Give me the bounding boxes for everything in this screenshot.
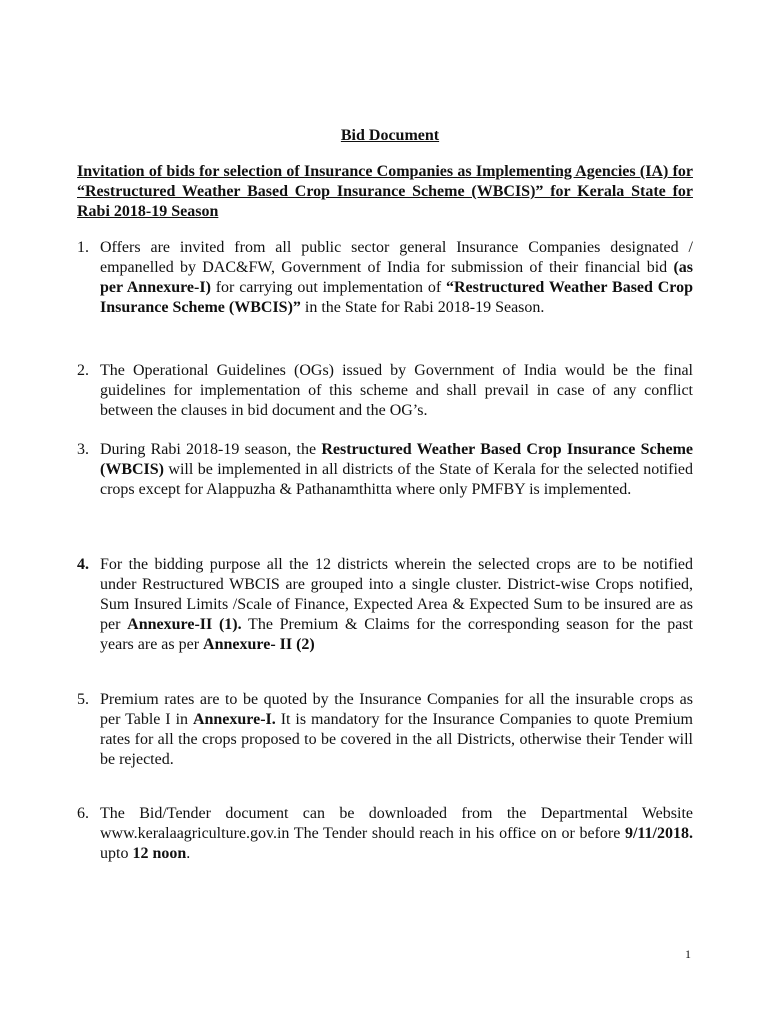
- document-heading: Invitation of bids for selection of Insurance Companies as Implementing Agencies (IA) for “Restructured Weather Based Crop Insurance Scheme (WBCIS)” for Kerala State for Rabi 2018-19 Season: [77, 163, 693, 220]
- item-number: 5.: [77, 691, 89, 708]
- text-run: for carrying out implementation of: [210, 279, 446, 296]
- text-run: It is mandatory for the Insurance Companies to quote Premium rates for all the crops proposed to be covered in the all Districts, otherwise their Tender will be rejected.: [100, 711, 694, 768]
- document-title: Bid Document: [340, 127, 440, 144]
- bold-text-run: Restructured Weather Based Crop Insurance Scheme (WBCIS): [100, 441, 694, 478]
- page-number: 1: [685, 947, 691, 961]
- item-number: 6.: [77, 805, 89, 822]
- item-text: [100, 804, 693, 864]
- item-text: [100, 555, 693, 655]
- text-run: upto: [100, 845, 133, 862]
- list-item: [77, 555, 693, 655]
- bold-text-run: Annexure-I.: [192, 711, 276, 728]
- text-run: For the bidding purpose all the 12 districts wherein the selected crops are to be notified under Restructured WBCIS are grouped into a single cluster. District-wise Crops notified, Sum Insured Limits /Scale of Finance, Expected Area & Expected Sum to be insured are as per: [100, 556, 693, 633]
- text-run: in the State for Rabi 2018-19 Season.: [300, 299, 545, 316]
- list-item: [77, 238, 693, 318]
- item-number: 4.: [77, 556, 89, 573]
- item-number: 3.: [77, 441, 89, 458]
- item-text: [100, 361, 693, 421]
- list-item: [77, 804, 693, 864]
- text-run: Premium rates are to be quoted by the Insurance Companies for all the insurable crops as per Table I in: [100, 691, 693, 728]
- text-run: The Premium & Claims for the corresponding season for the past years are as per: [100, 616, 694, 653]
- list-item: [77, 361, 693, 421]
- item-text: [100, 690, 693, 770]
- text-run: The Bid/Tender document can be downloaded from the Departmental Website www.keralaagriculture.gov.in The Tender should reach in his office on or before: [100, 805, 693, 842]
- text-run: will be implemented in all districts of the State of Kerala for the selected notified crops except for Alappuzha & Pathanamthitta where only PMFBY is implemented.: [100, 461, 693, 498]
- text-run: Offers are invited from all public sector general Insurance Companies designated / empanelled by DAC&FW, Government of India for submission of their financial bid: [100, 239, 693, 276]
- bold-text-run: “Restructured Weather Based Crop Insurance Scheme (WBCIS)”: [100, 279, 694, 316]
- bold-text-run: (as per Annexure-I): [100, 259, 693, 296]
- item-number: 1.: [77, 239, 89, 256]
- bold-text-run: 9/11/2018.: [624, 825, 693, 842]
- text-run: During Rabi 2018-19 season, the: [100, 441, 322, 458]
- item-text: [100, 238, 693, 318]
- text-run: .: [186, 845, 191, 862]
- list-item: [77, 440, 693, 500]
- bold-text-run: Annexure- II (2): [203, 636, 315, 653]
- list-item: [77, 690, 693, 770]
- text-run: The Operational Guidelines (OGs) issued by Government of India would be the final guidelines for implementation of this scheme and shall prevail in case of any conflict between the clauses in bid document and the OG’s.: [100, 362, 693, 419]
- item-text: [100, 440, 693, 500]
- item-number: 2.: [77, 362, 89, 379]
- bold-text-run: Annexure-II (1).: [127, 616, 242, 633]
- bold-text-run: 12 noon: [132, 845, 187, 862]
